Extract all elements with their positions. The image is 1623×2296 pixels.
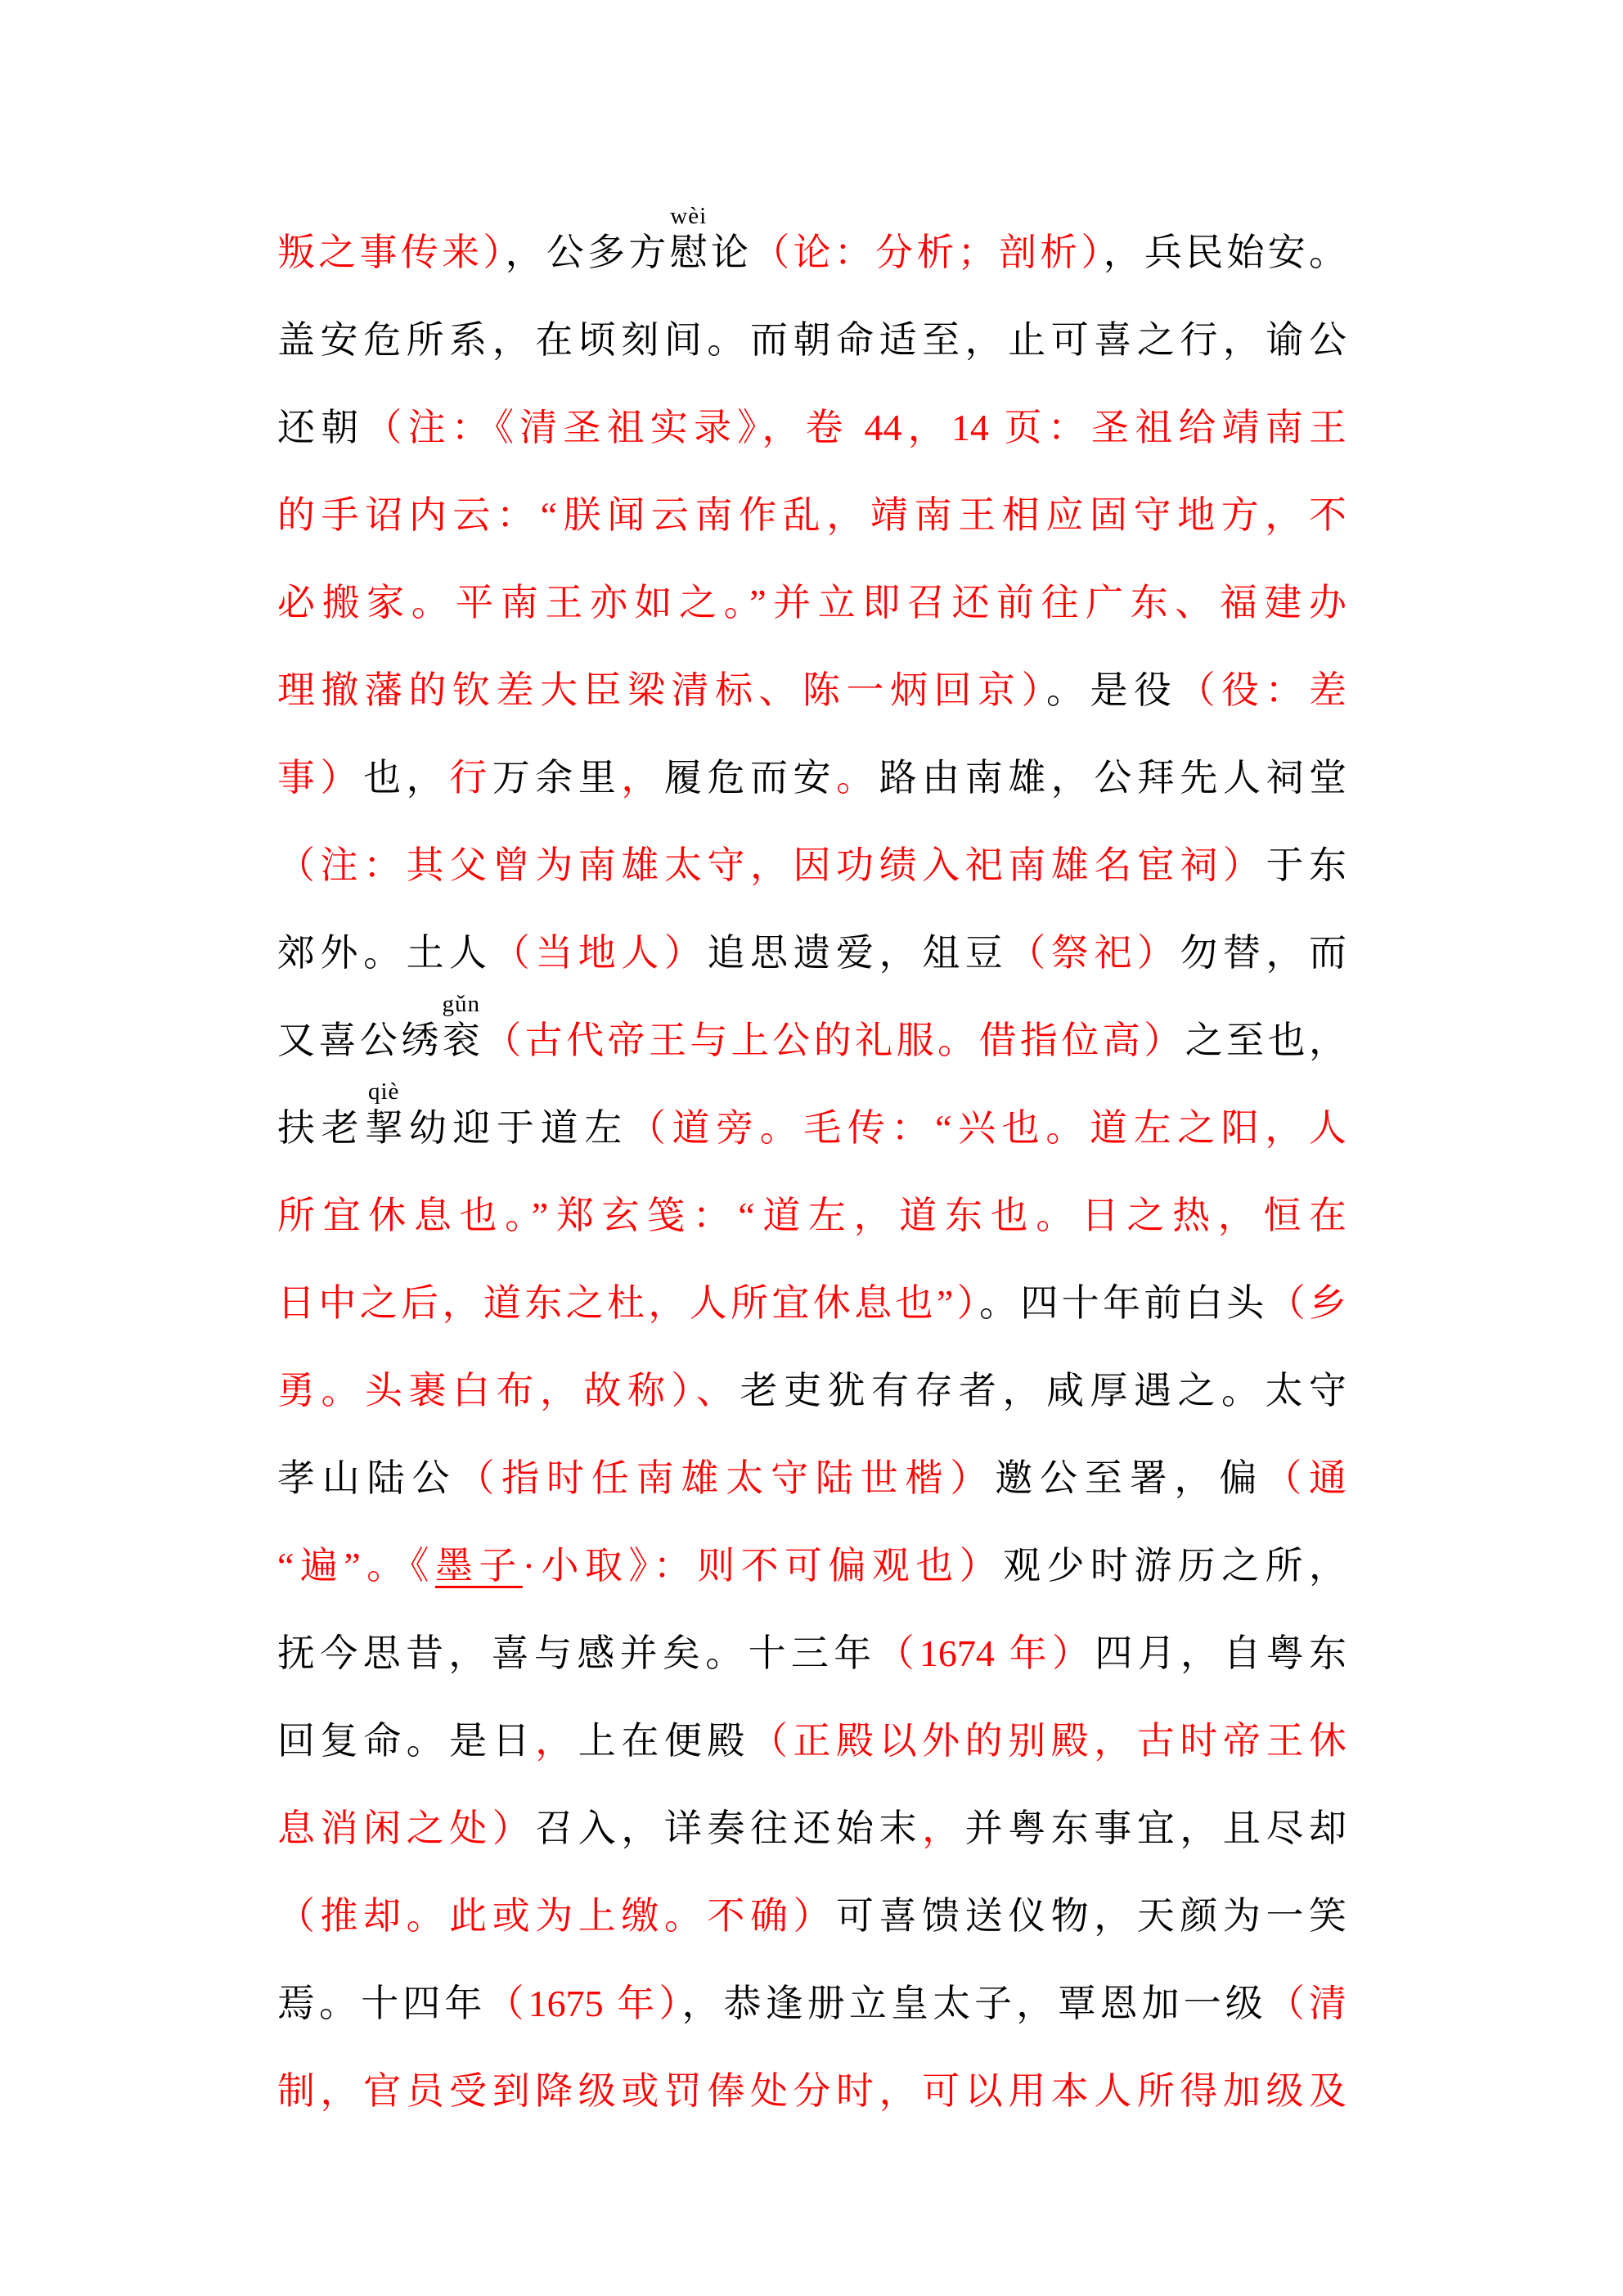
text-segment [621, 757, 664, 799]
text-run: “遍”。《 [277, 1545, 435, 1587]
text-line [277, 296, 1347, 384]
text-segment [456, 1457, 995, 1499]
text-line [277, 1697, 1347, 1785]
text-run: 回复命。是日 [277, 1720, 536, 1762]
annotated-character [669, 203, 708, 296]
text-line [277, 1609, 1347, 1697]
text-line [277, 1434, 1347, 1522]
text-run: （推却。此或为上缴。不确） [277, 1895, 837, 1937]
text-segment [277, 1020, 443, 1061]
text-segment [506, 232, 670, 273]
text-run: （清 [1266, 1983, 1347, 2024]
text-run: 并粤东事宜，且尽却 [964, 1808, 1347, 1849]
text-run: （正殿以外的别殿，古时帝王休 [749, 1720, 1347, 1762]
text-segment [1003, 1545, 1347, 1587]
text-line [277, 1347, 1347, 1434]
text-line [277, 822, 1347, 909]
text-segment [1185, 1020, 1347, 1061]
text-segment [402, 1107, 628, 1149]
text-run: （通 [1264, 1457, 1347, 1499]
text-run: （当地人） [492, 932, 708, 974]
text-run: 郊外。土人 [277, 932, 492, 974]
text-run: （论：分析；剖析） [752, 232, 1104, 273]
text-run: 墨子 [434, 1545, 523, 1587]
text-segment [995, 1457, 1264, 1499]
text-run: （注：《清圣祖实录》，卷 44，14 页：圣祖给靖南王 [364, 407, 1347, 448]
text-segment [277, 1107, 365, 1149]
text-segment [750, 1720, 1347, 1762]
text-run: 的手诏内云：“朕闻云南作乱，靖南王相应固守地方，不 [277, 494, 1347, 536]
text-run: 又喜公绣 [277, 1020, 443, 1061]
text-run: 上在便殿 [578, 1720, 750, 1762]
text-segment [277, 932, 492, 974]
text-segment [480, 1020, 1185, 1061]
text-segment [277, 844, 1266, 886]
text-segment [277, 1282, 979, 1324]
text-line [277, 991, 1347, 1084]
annotated-character [365, 1078, 403, 1172]
text-segment [1178, 669, 1347, 711]
text-segment [487, 1983, 682, 2024]
text-segment [740, 1370, 1347, 1411]
text-run: 履危而安 [663, 757, 837, 799]
text-segment [922, 1808, 965, 1849]
text-run: 可喜馈送仪物，天颜为一笑 [836, 1895, 1347, 1937]
text-run: ·小取》：则不可偏观也） [522, 1545, 1004, 1587]
text-run: 制，官员受到降级或罚俸处分时，可以用本人所得加级及 [277, 2070, 1347, 2112]
text-run: ，兵民始安。 [1103, 232, 1347, 273]
text-segment [435, 1545, 523, 1587]
text-line [277, 1785, 1347, 1872]
text-run: 叛之事传来） [277, 232, 506, 273]
text-segment [1046, 669, 1178, 711]
text-segment [664, 757, 836, 799]
text-line [277, 1872, 1347, 1960]
text-run: 事） [277, 757, 364, 799]
text-line [277, 384, 1347, 471]
text-segment [1095, 1632, 1347, 1674]
text-segment [1268, 1282, 1347, 1324]
text-run: 。 [836, 757, 879, 799]
text-run: 抚今思昔，喜与感并矣。十三年 [277, 1632, 877, 1674]
text-run: （乡 [1267, 1282, 1347, 1324]
text-line [277, 909, 1347, 997]
text-run: 焉。十四年 [277, 1983, 487, 2024]
text-run: 也， [363, 757, 450, 799]
text-segment [708, 232, 753, 273]
text-run: 衮 [442, 1020, 480, 1061]
text-segment [277, 582, 1347, 624]
text-segment [1104, 232, 1347, 273]
text-run: 盖安危所系，在顷刻间。而朝命适至，止可喜之行，谕公 [277, 319, 1347, 361]
text-run: 扶老 [277, 1107, 366, 1149]
text-run: 所宜休息也。”郑玄笺：“道左，道东也。日之热，恒在 [277, 1195, 1347, 1236]
annotated-character [442, 991, 481, 1084]
text-segment [578, 1720, 750, 1762]
text-run: 幼迎于道左 [402, 1107, 628, 1149]
text-segment [492, 757, 622, 799]
text-run: 慰 [669, 232, 708, 273]
text-segment [628, 1107, 1347, 1149]
text-run: 追思遗爱，俎豆 [707, 932, 1009, 974]
text-segment [277, 1370, 740, 1411]
text-run: 路由南雄，公拜先人祠堂 [879, 757, 1347, 799]
text-run: 行 [449, 757, 492, 799]
text-segment [1180, 932, 1347, 974]
text-run: （1675 年） [486, 1983, 682, 2024]
text-segment [707, 932, 1008, 974]
text-line [277, 734, 1347, 822]
text-run: 召入，详奏往还始末 [535, 1808, 923, 1849]
text-run: 万余里 [492, 757, 622, 799]
text-segment [877, 1632, 1095, 1674]
pinyin-annotation: qiè [368, 1078, 400, 1105]
text-line [277, 1960, 1347, 2047]
text-run: 孝山陆公 [277, 1457, 457, 1499]
text-segment [277, 669, 1046, 711]
text-run: 还朝 [277, 407, 365, 448]
text-line [277, 2047, 1347, 2135]
text-segment [277, 1983, 487, 2024]
text-segment [979, 1282, 1268, 1324]
text-segment [277, 1720, 535, 1762]
text-run: （役：差 [1177, 669, 1347, 711]
text-segment [449, 757, 492, 799]
text-run: ， [535, 1720, 578, 1762]
text-run: 理撤藩的钦差大臣梁清标、陈一炳回京） [277, 669, 1046, 711]
text-run: ，恭逢册立皇太子，覃恩加一级 [681, 1983, 1267, 2024]
text-segment [752, 232, 1103, 273]
text-segment [535, 1720, 578, 1762]
text-run: （注：其父曾为南雄太守，因功绩入祀南雄名宦祠） [277, 844, 1266, 886]
text-segment [523, 1545, 1003, 1587]
text-run: 论 [707, 232, 753, 273]
text-run: 必搬家。平南王亦如之。”并立即召还前往广东、福建办 [277, 582, 1347, 624]
text-line [277, 471, 1347, 559]
text-segment [277, 2070, 1347, 2112]
text-run: 。四十年前白头 [979, 1282, 1268, 1324]
text-run: （指时任南雄太守陆世楷） [456, 1457, 996, 1499]
text-segment [1267, 1983, 1347, 2024]
text-segment [277, 1632, 877, 1674]
text-run: 日中之后，道东之杜，人所宜休息也”） [277, 1282, 980, 1324]
pinyin-annotation: wèi [670, 203, 708, 229]
text-segment [535, 1808, 922, 1849]
text-segment [277, 1457, 456, 1499]
text-run: ， [922, 1808, 965, 1849]
text-line [277, 559, 1347, 646]
text-segment [836, 757, 879, 799]
text-run: 息消闲之处） [277, 1808, 536, 1849]
text-run: 邀公至署，偏 [995, 1457, 1265, 1499]
text-run: （1674 年） [876, 1632, 1095, 1674]
text-segment [363, 757, 449, 799]
text-segment [1266, 844, 1347, 886]
text-segment [364, 407, 1347, 448]
text-line [277, 1172, 1347, 1259]
text-line [277, 1078, 1347, 1172]
text-segment [836, 1895, 1347, 1937]
text-segment [277, 319, 1347, 361]
text-run: 挈 [365, 1107, 403, 1149]
text-run: 四月，自粤东 [1095, 1632, 1347, 1674]
text-run: 观少时游历之所， [1003, 1545, 1347, 1587]
text-segment [1008, 932, 1180, 974]
document-text-block [277, 203, 1347, 2135]
text-run: 于东 [1266, 844, 1347, 886]
text-segment [492, 932, 708, 974]
text-line [277, 1259, 1347, 1347]
text-segment [879, 757, 1347, 799]
text-segment [277, 1195, 1347, 1236]
text-segment [277, 1545, 435, 1587]
text-line [277, 203, 1347, 296]
text-run: 勿替，而 [1180, 932, 1347, 974]
text-run: 。是役 [1046, 669, 1178, 711]
text-segment [277, 232, 506, 273]
text-run: （古代帝王与上公的礼服。借指位高） [479, 1020, 1185, 1061]
text-segment [277, 757, 363, 799]
text-run: （道旁。毛传：“兴也。道左之阳，人 [627, 1107, 1347, 1149]
text-line [277, 1522, 1347, 1609]
text-segment [277, 1808, 535, 1849]
pinyin-annotation: gǔn [442, 991, 481, 1017]
text-run: （祭祀） [1008, 932, 1180, 974]
text-segment [965, 1808, 1347, 1849]
text-segment [277, 494, 1347, 536]
text-run: 老吏犹有存者，咸厚遇之。太守 [740, 1370, 1347, 1411]
text-line [277, 646, 1347, 734]
text-segment [277, 407, 364, 448]
text-run: 勇。头裹白布，故称）、 [277, 1370, 740, 1411]
text-segment [1264, 1457, 1347, 1499]
text-run: 之至也， [1185, 1020, 1347, 1061]
text-run: ，公多方 [505, 232, 670, 273]
text-run: ， [621, 757, 664, 799]
text-segment [277, 1895, 836, 1937]
text-segment [681, 1983, 1266, 2024]
